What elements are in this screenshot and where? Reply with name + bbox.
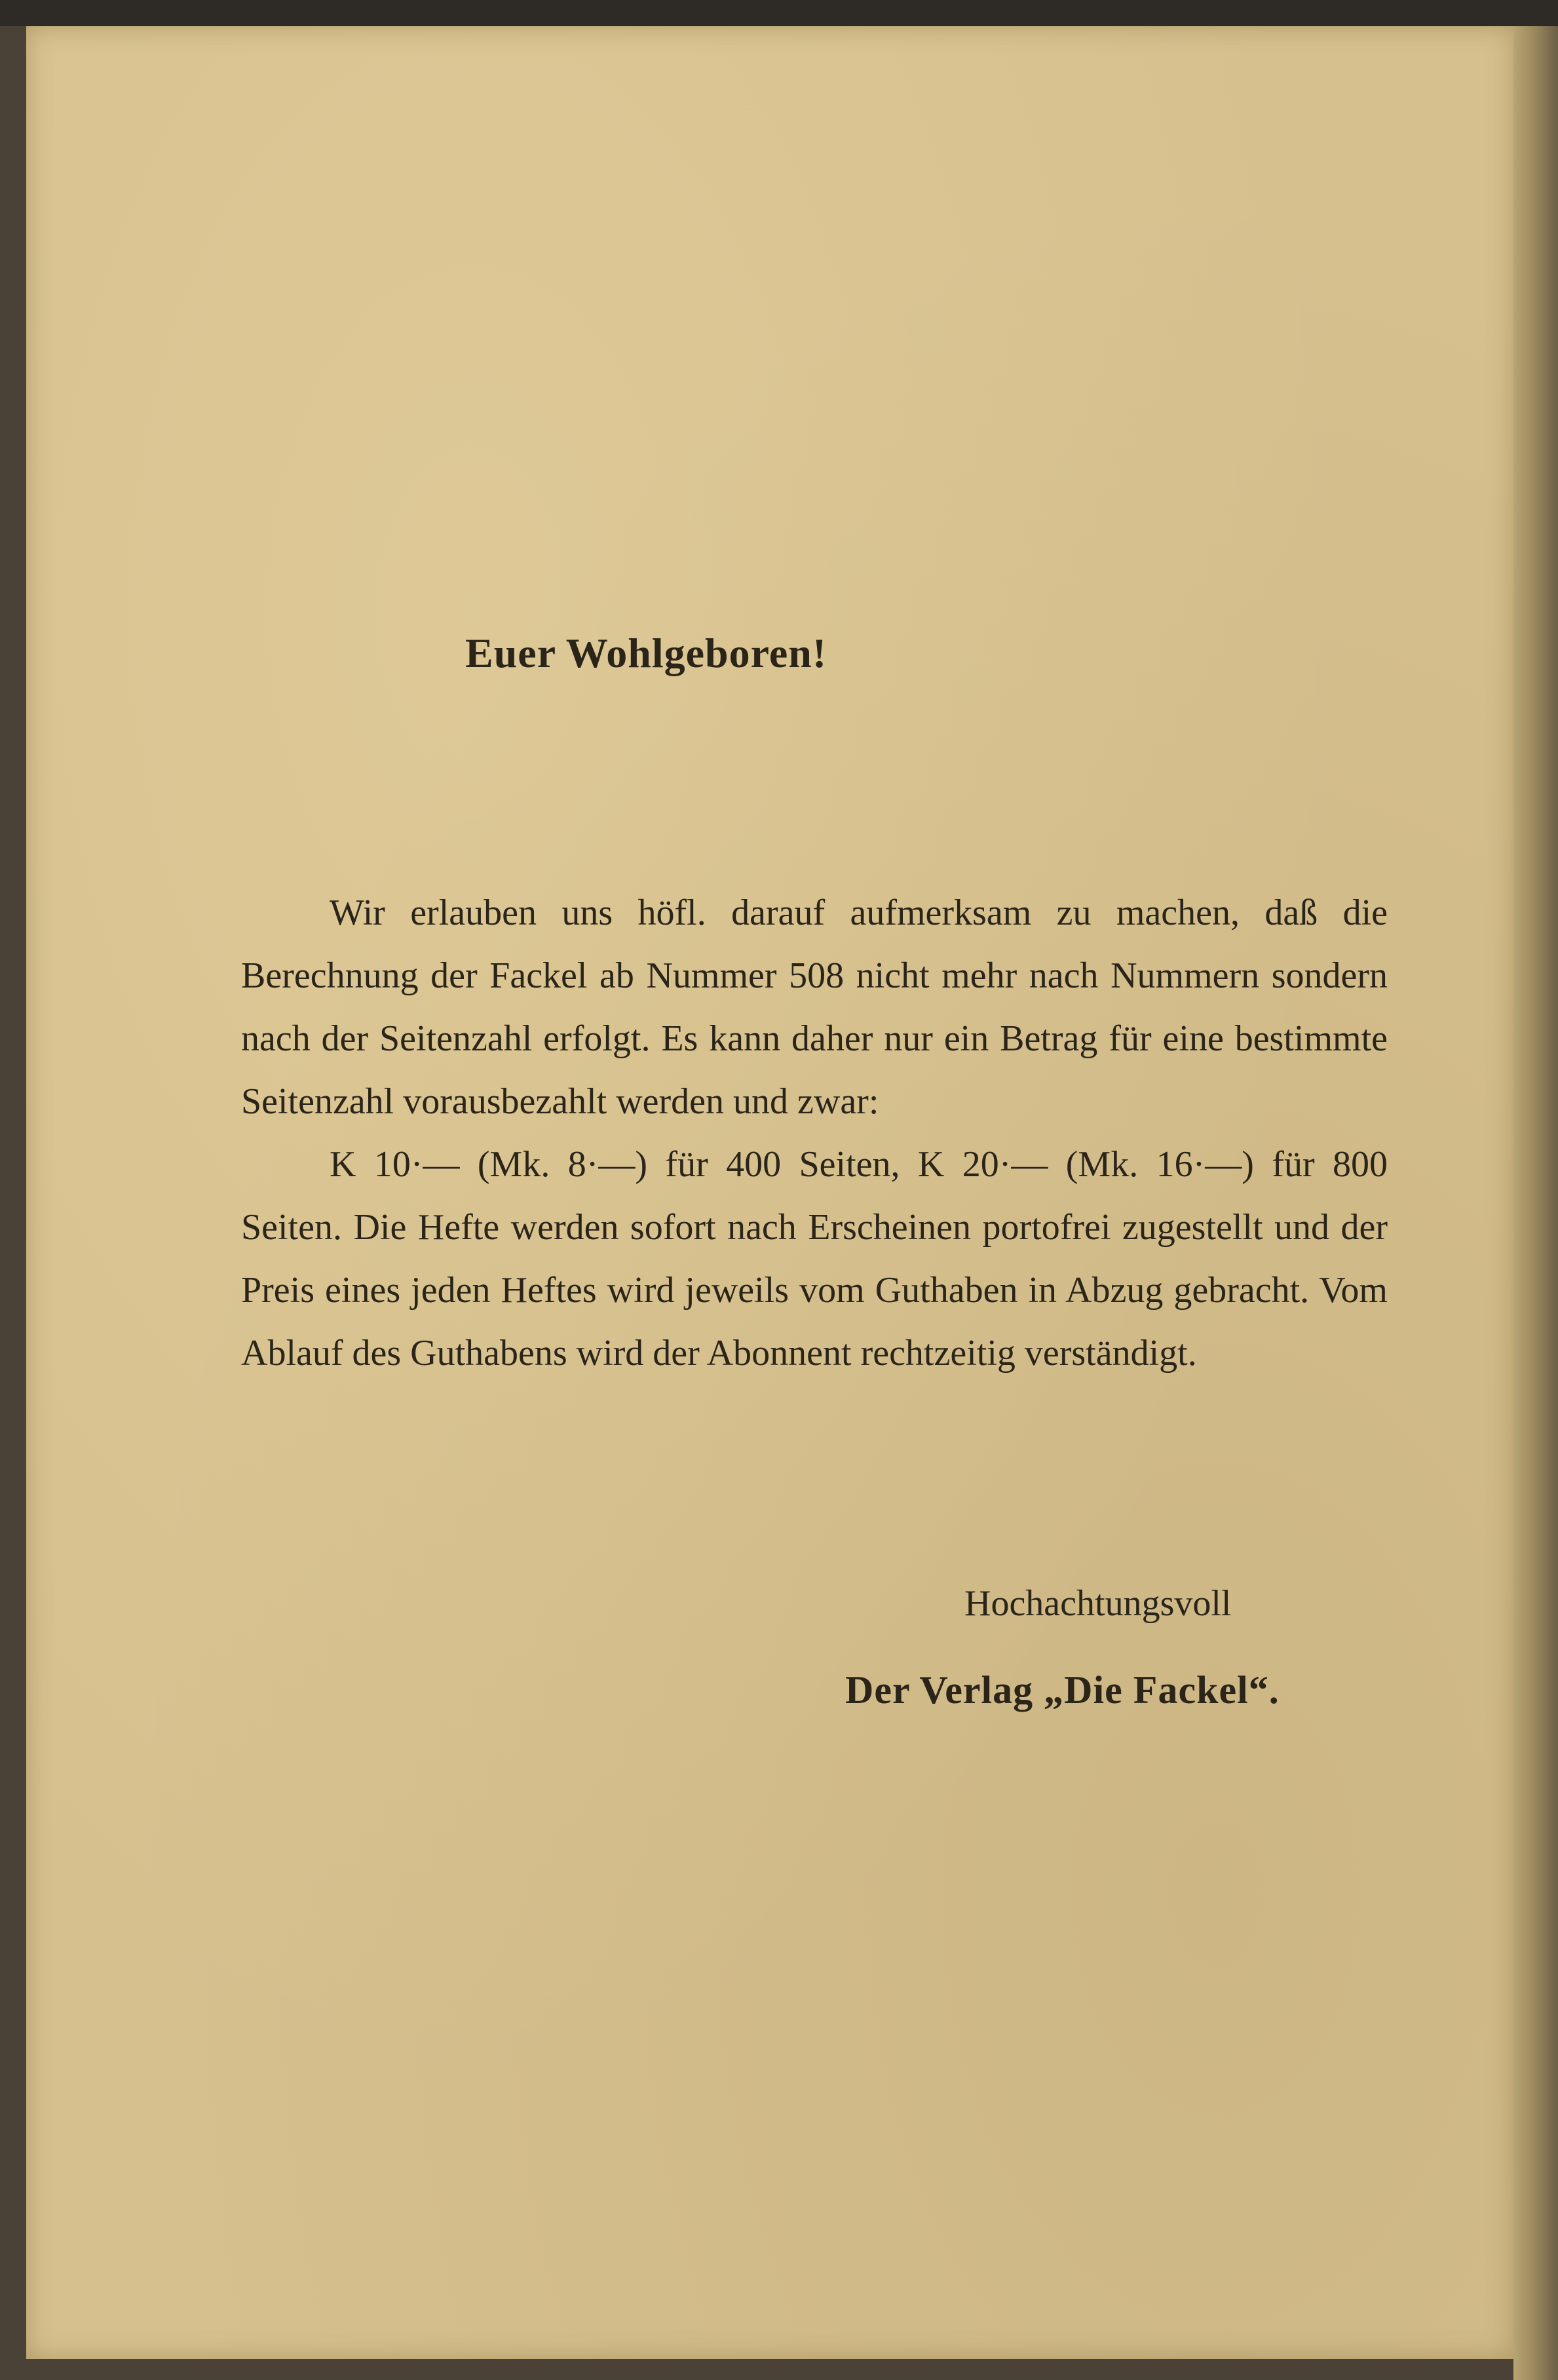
letter-body xyxy=(241,881,1388,1385)
document-page xyxy=(26,26,1513,2359)
closing-phrase: Hochachtungsvoll xyxy=(964,1583,1232,1624)
book-spine xyxy=(1513,26,1558,2380)
salutation-heading: Euer Wohlgeboren! xyxy=(465,630,827,676)
paragraph-pricing-change: Wir erlauben uns höfl. darauf aufmerksam zu machen, daß die Berechnung der Fackel ab Nummer 508 nicht mehr nach Nummern sondern nach der Seitenzahl erfolgt. Es kann daher nur ein Betrag für eine bestimmte Seitenzahl vorausbezahlt werden und zwar: xyxy=(241,892,1388,1122)
publisher-signature: Der Verlag „Die Fackel“. xyxy=(845,1668,1280,1712)
paragraph-prices-and-delivery: K 10·— (Mk. 8·—) für 400 Seiten, K 20·— (Mk. 16·—) für 800 Seiten. Die Hefte werden sofort nach Erscheinen portofrei zugestellt und der Preis eines jeden Heftes wird jeweils vom Guthaben in Abzug gebracht. Vom Ablauf des Guthabens wird der Abonnent rechtzeitig verständigt. xyxy=(241,1144,1388,1373)
